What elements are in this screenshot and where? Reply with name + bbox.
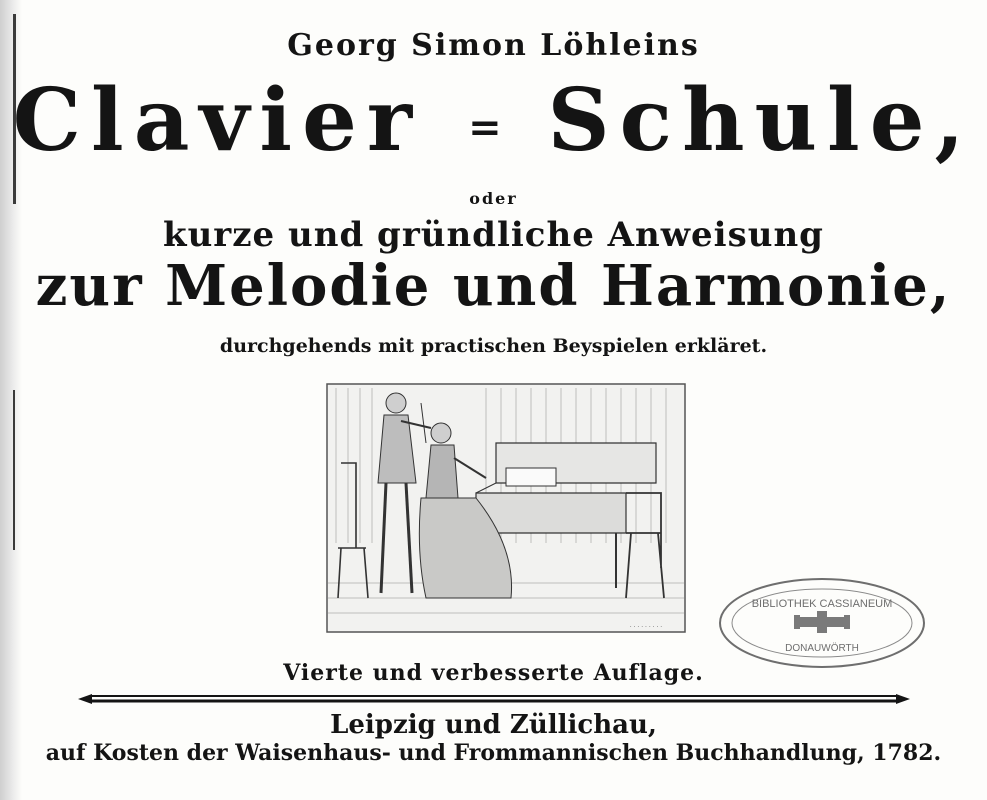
imprint-publisher: auf Kosten der Waisenhaus- und Frommannischen Buchhandlung, 1782. — [45, 740, 942, 766]
imprint-place: Leipzig und Züllichau, — [330, 710, 657, 740]
ornamental-rule — [78, 692, 910, 706]
library-stamp — [716, 575, 928, 671]
violinist-and-harpsichord-player-icon — [326, 383, 686, 633]
subtitle-line-1: kurze und gründliche Anweisung — [163, 215, 824, 255]
title-separator: = — [468, 103, 502, 151]
svg-text:· · · · · · · · ·: · · · · · · · · · — [629, 624, 663, 631]
stamp-top-text: BIBLIOTHEK CASSIANEUM — [751, 598, 893, 610]
title-part-schule: Schule, — [547, 70, 975, 171]
library-stamp-seal-icon — [716, 575, 928, 671]
subtitle-line-3: durchgehends mit practischen Beyspielen erkläret. — [219, 335, 768, 357]
title-part-clavier: Clavier — [12, 70, 423, 171]
main-title — [0, 70, 987, 171]
spine-shadow — [13, 390, 15, 550]
edition-statement: Vierte und verbesserte Auflage. — [283, 660, 704, 686]
stamp-bottom-text: DONAUWÖRTH — [785, 643, 859, 654]
author-name: Georg Simon Löhleins — [287, 28, 700, 63]
subtitle-line-2: zur Melodie und Harmonie, — [35, 253, 952, 319]
conjunction-oder: oder — [469, 189, 518, 208]
